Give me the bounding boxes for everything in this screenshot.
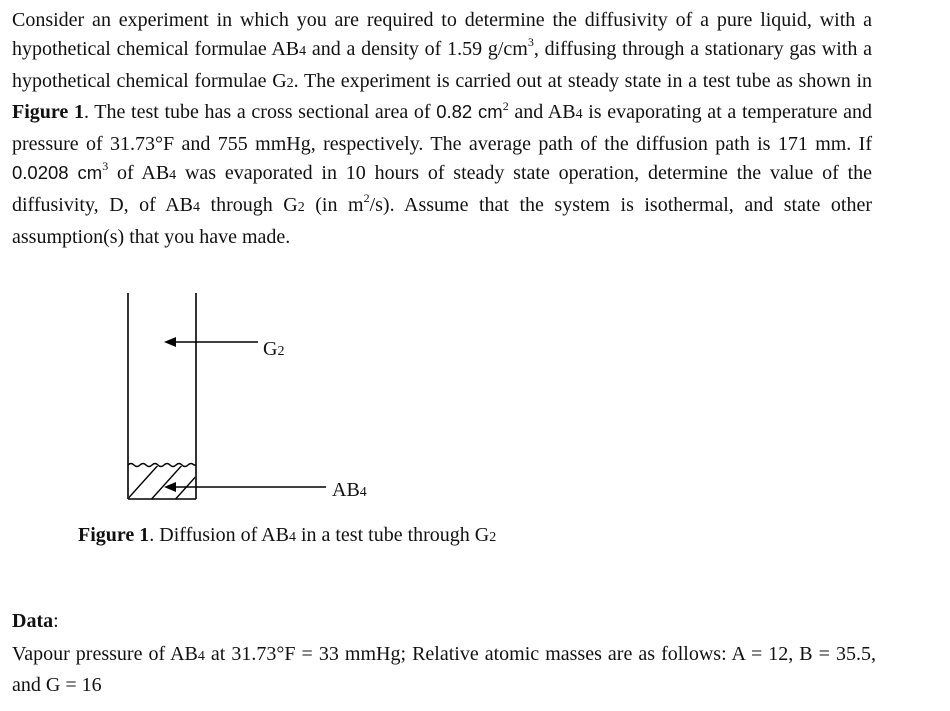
problem-text: . The experiment is carried out at steady state in a test tube as shown in [293,69,873,92]
liquid-label: AB4 [332,479,367,501]
data-line: at 31.73°F = 33 mmHg; Relative atomic masses are as follows: A = 12, B = 35.5, and G = 16 [12,643,877,696]
subscript: 4 [169,167,177,183]
problem-statement [12,6,872,251]
subscript: 4 [575,107,583,123]
gas-arrow-head [164,337,176,347]
superscript: 2 [502,98,509,113]
subscript: 4 [197,649,205,664]
data-heading [12,610,59,633]
caption-text: . Diffusion of AB [149,524,289,546]
superscript: 2 [363,191,370,206]
problem-text: /s). Assume that the system is isothermal, and state other assumption(s) that you have made. [12,193,872,248]
subscript: 4 [299,43,307,59]
problem-text: , diffusing through a stationary gas with a hypothetical chemical formulae G [12,37,872,92]
problem-text: (in m [304,193,364,216]
problem-text: Consider an experiment in which you are required to determine the diffusivity of a pure liquid, with a hypothetical chemical formulae AB [12,9,872,60]
superscript: 3 [527,35,534,50]
data-heading-label: Data [12,610,54,632]
caption-text: in a test tube through G [295,524,490,546]
problem-text: and AB [508,101,576,124]
problem-text: was evaporated in 10 hours of steady state operation, determine the value of the diffusivity, D, of AB [12,161,872,216]
data-line: Vapour pressure of AB [12,643,198,665]
subscript: 2 [286,75,294,91]
problem-text: is evaporating at a temperature and pressure of 31.73°F and 755 mmHg, respectively. The average path of the diffusion path is 171 mm. If [12,101,872,156]
caption-label: Figure 1 [78,524,150,546]
test-tube-figure [0,280,520,510]
area-value: 0.82 cm [436,101,503,123]
subscript: 2 [297,199,305,215]
superscript: 3 [102,159,109,174]
problem-text: . The test tube has a cross sectional area of [83,101,437,124]
subscript: 4 [288,530,296,545]
volume-value: 0.0208 cm [12,161,103,183]
subscript: 4 [193,199,201,215]
liquid-surface [128,464,196,467]
figure-caption [78,524,496,547]
data-text [12,640,876,700]
problem-text: through G [200,193,298,216]
gas-label: G2 [263,338,285,360]
problem-text: of AB [108,161,170,184]
figure-reference: Figure 1 [12,101,84,124]
problem-text: and a density of 1.59 g/cm [306,37,528,60]
subscript: 2 [489,530,497,545]
data-heading-colon: : [53,610,59,632]
